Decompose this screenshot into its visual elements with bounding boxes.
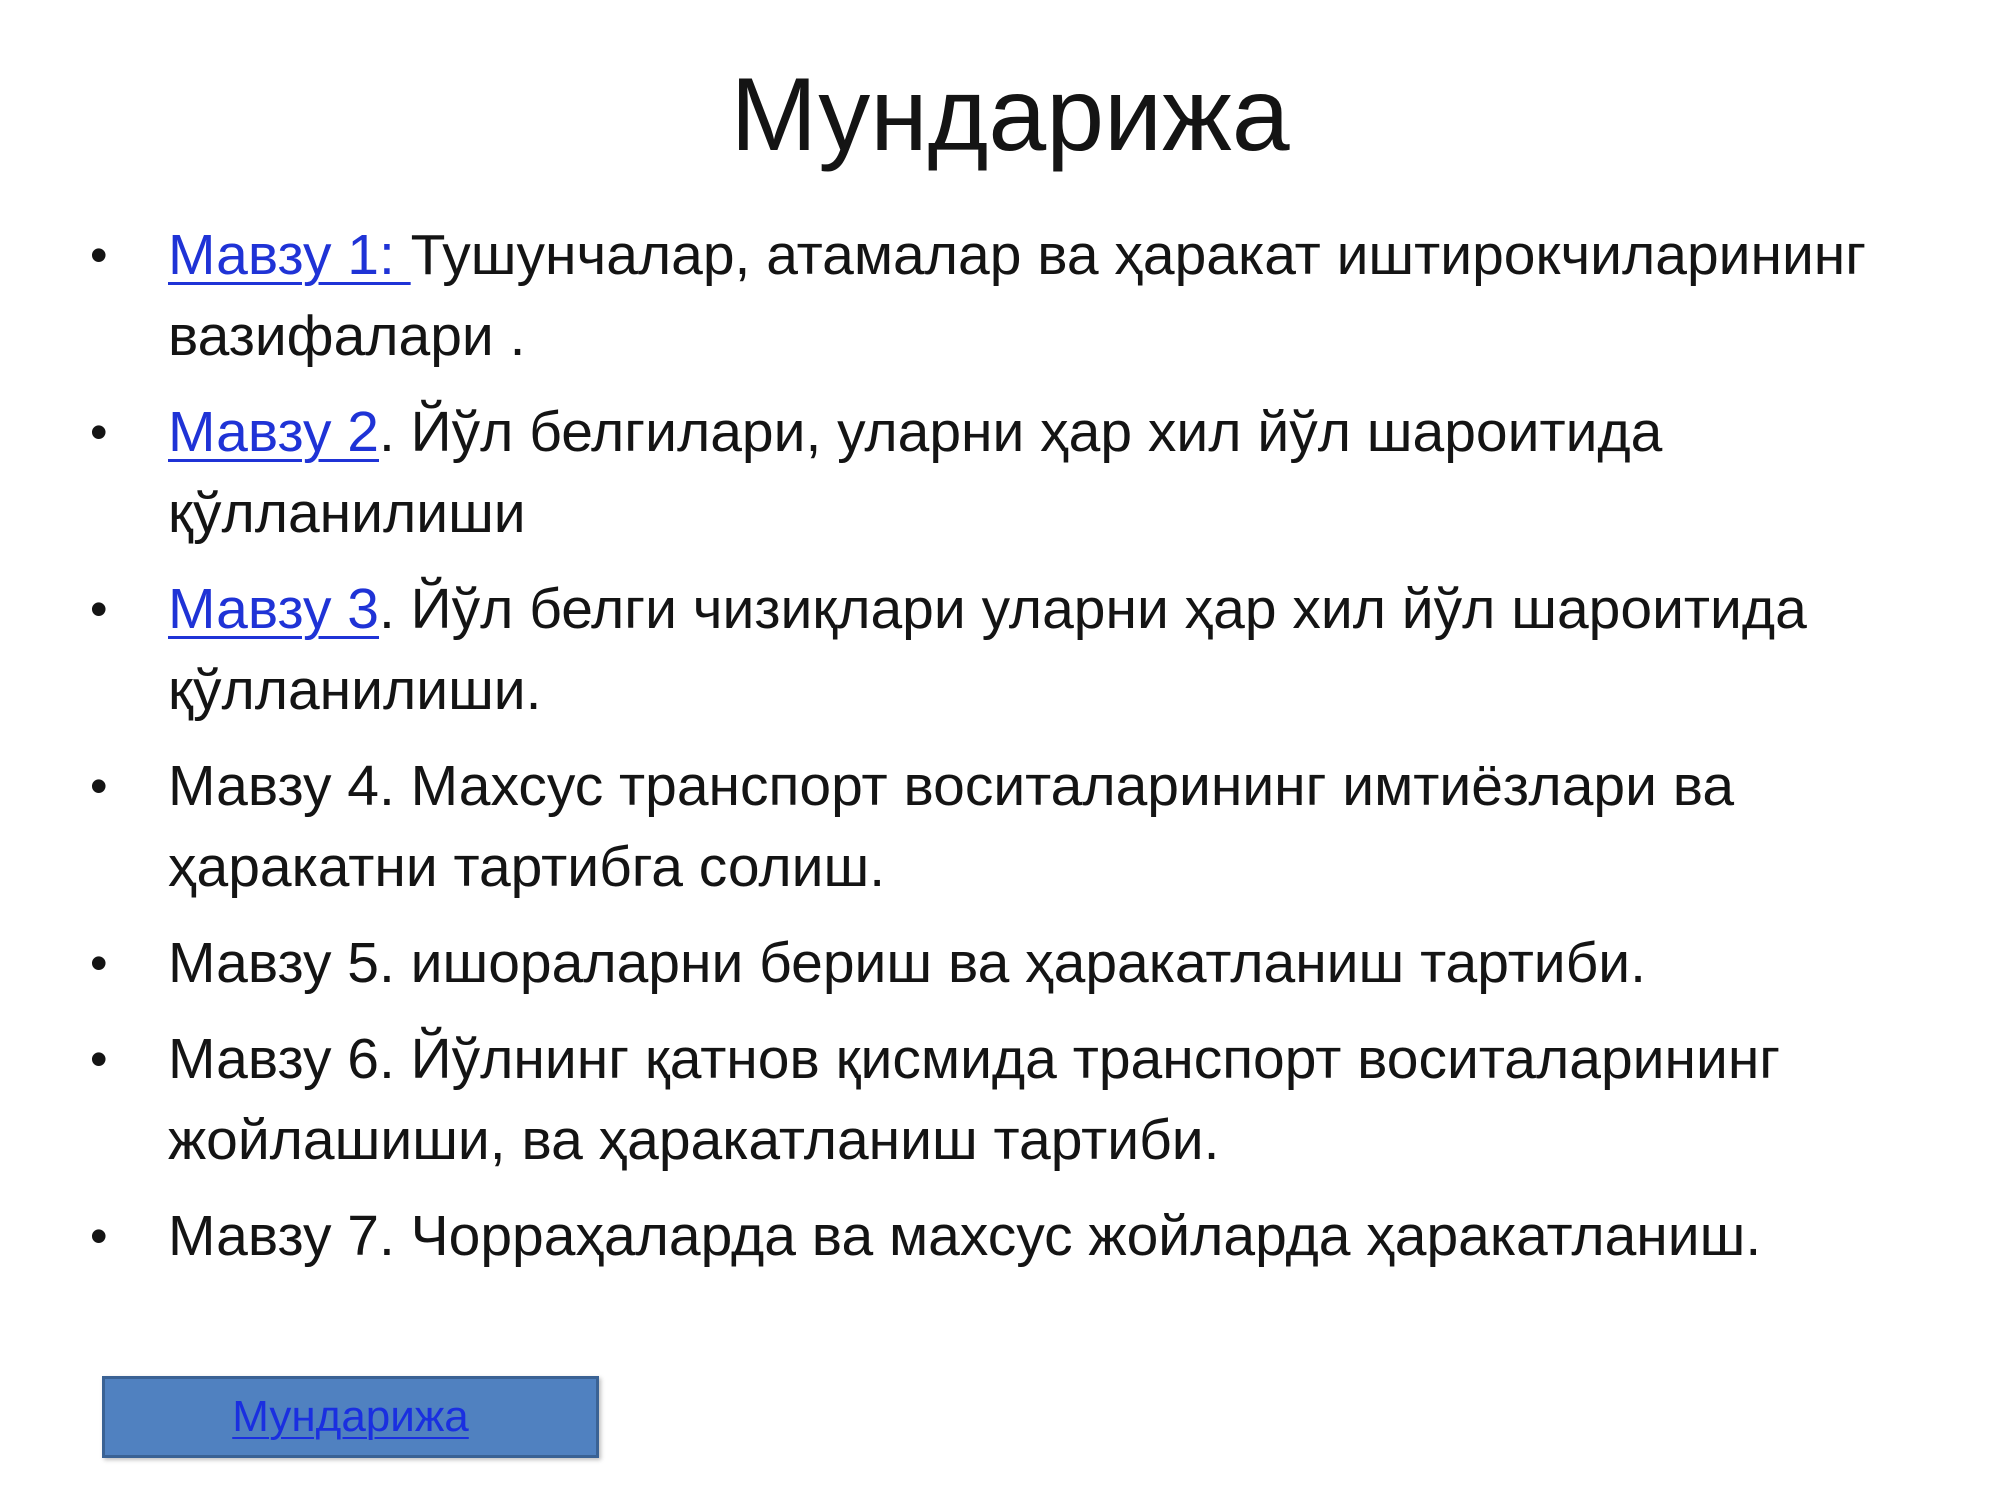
table-of-contents-button[interactable] (102, 1376, 599, 1458)
topic-5-text: Мавзу 5. ишораларни бериш ва ҳаракатланиш тартиби. (168, 931, 1646, 995)
list-item (90, 1196, 1890, 1277)
bullet-icon: • (90, 404, 108, 460)
topic-1-link[interactable]: Мавзу 1: (168, 223, 411, 287)
topic-list (90, 215, 1890, 1292)
topic-1-text: Тушунчалар, атамалар ва ҳаракат иштирокчиларининг вазифалари . (168, 223, 1867, 368)
list-item (90, 215, 1890, 377)
bullet-icon: • (90, 1031, 108, 1087)
bullet-icon: • (90, 758, 108, 814)
slide-title: Мундарижа (730, 57, 1290, 173)
bullet-icon: • (90, 1208, 108, 1264)
topic-2-link[interactable]: Мавзу 2 (168, 400, 379, 464)
list-item (90, 1019, 1890, 1181)
list-item (90, 746, 1890, 908)
list-item (90, 923, 1890, 1004)
topic-4-text: Мавзу 4. Махсус транспорт воситаларининг имтиёзлари ва ҳаракатни тартибга солиш. (168, 754, 1735, 899)
topic-3-link[interactable]: Мавзу 3 (168, 577, 379, 641)
list-item (90, 569, 1890, 731)
bullet-icon: • (90, 227, 108, 283)
topic-7-text: Мавзу 7. Чорраҳаларда ва махсус жойларда ҳаракатланиш. (168, 1204, 1762, 1268)
list-item (90, 392, 1890, 554)
bullet-icon: • (90, 581, 108, 637)
topic-2-text: . Йўл белгилари, уларни ҳар хил йўл шароитида қўлланилиши (168, 400, 1663, 545)
topic-3-text: . Йўл белги чизиқлари уларни ҳар хил йўл шароитида қўлланилиши. (168, 577, 1807, 722)
topic-6-text: Мавзу 6. Йўлнинг қатнов қисмида транспорт воситаларининг жойлашиши, ва ҳаракатланиш тартиби. (168, 1027, 1781, 1172)
table-of-contents-button-label[interactable]: Мундарижа (232, 1392, 469, 1441)
bullet-icon: • (90, 935, 108, 991)
